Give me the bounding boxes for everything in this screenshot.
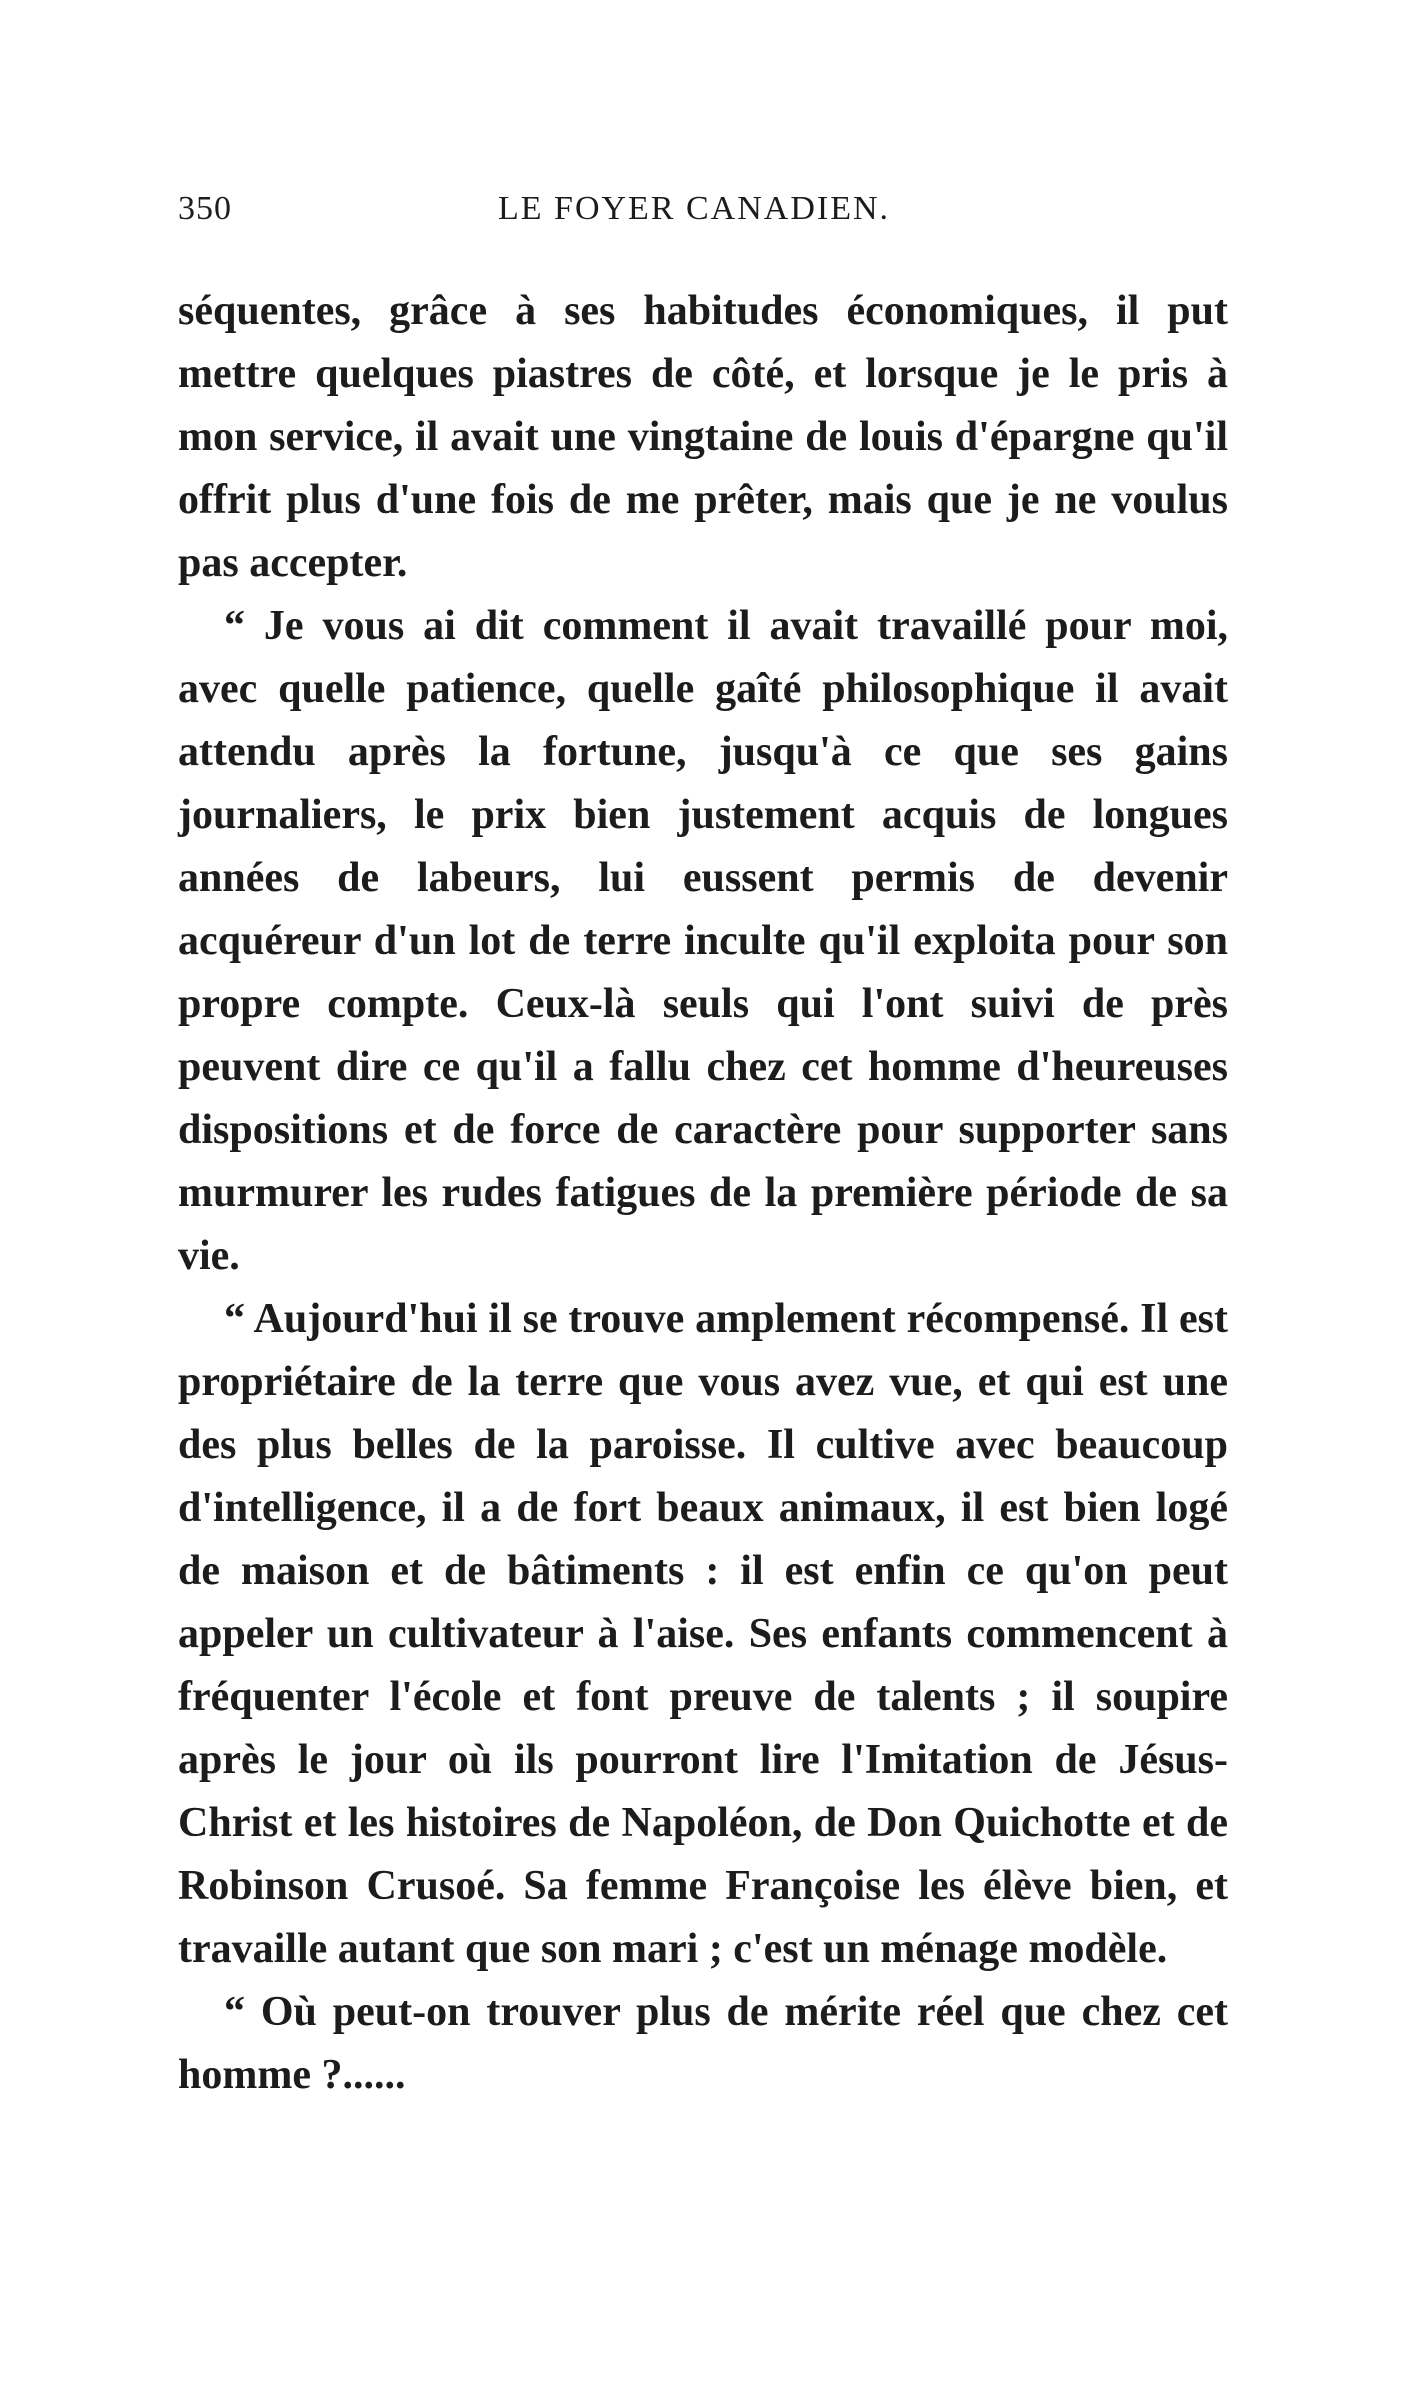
paragraph-4: “ Où peut-on trouver plus de mérite réel que chez cet homme ?......	[178, 1989, 1228, 2098]
paragraph-2: “ Je vous ai dit comment il avait travaillé pour moi, avec quelle patience, quelle gaîté philosophique il avait attendu après la fortune, jusqu'à ce que ses gains journaliers, le prix bien justement acquis de longues années de labeurs, lui eussent permis de devenir acquéreur d'un lot de terre inculte qu'il exploita pour son propre compte. Ceux-là seuls qui l'ont suivi de près peuvent dire ce qu'il a fallu chez cet homme d'heureuses dispositions et de force de caractère pour supporter sans murmurer les rudes fatigues de la première période de sa vie.	[178, 603, 1228, 1279]
page-header	[178, 190, 1238, 240]
body-text	[178, 280, 1228, 2107]
running-title: LE FOYER CANADIEN.	[498, 190, 891, 227]
paragraph-3: “ Aujourd'hui il se trouve amplement récompensé. Il est propriétaire de la terre que vous avez vue, et qui est une des plus belles de la paroisse. Il cultive avec beaucoup d'intelligence, il a de fort beaux animaux, il est bien logé de maison et de bâtiments : il est enfin ce qu'on peut appeler un cultivateur à l'aise. Ses enfants commencent à fréquenter l'école et font preuve de talents ; il soupire après le jour où ils pourront lire l'Imitation de Jésus-Christ et les histoires de Napoléon, de Don Quichotte et de Robinson Crusoé. Sa femme Françoise les élève bien, et travaille autant que son mari ; c'est un ménage modèle.	[178, 1296, 1228, 1972]
page-number: 350	[178, 190, 232, 227]
paragraph-1: séquentes, grâce à ses habitudes économiques, il put mettre quelques piastres de côté, et lorsque je le pris à mon service, il avait une vingtaine de louis d'épargne qu'il offrit plus d'une fois de me prêter, mais que je ne voulus pas accepter.	[178, 288, 1228, 586]
